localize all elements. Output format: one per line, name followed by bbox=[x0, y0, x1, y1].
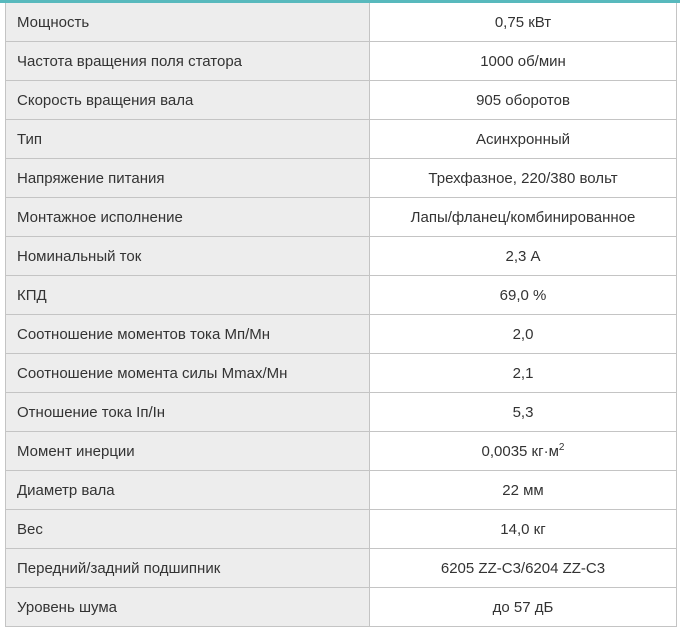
spec-value: Лапы/фланец/комбинированное bbox=[370, 198, 677, 237]
spec-value: 2,3 А bbox=[370, 237, 677, 276]
table-row bbox=[6, 198, 677, 237]
spec-value: 6205 ZZ-C3/6204 ZZ-C3 bbox=[370, 549, 677, 588]
spec-value-exponent: 2 bbox=[558, 441, 565, 453]
table-row bbox=[6, 276, 677, 315]
spec-label: Мощность bbox=[6, 3, 370, 42]
spec-label: Вес bbox=[6, 510, 370, 549]
spec-value: 1000 об/мин bbox=[370, 42, 677, 81]
spec-label: Диаметр вала bbox=[6, 471, 370, 510]
table-row bbox=[6, 159, 677, 198]
spec-label: Номинальный ток bbox=[6, 237, 370, 276]
spec-value: до 57 дБ bbox=[370, 588, 677, 627]
table-row bbox=[6, 393, 677, 432]
specifications-table bbox=[5, 3, 677, 627]
table-row bbox=[6, 315, 677, 354]
spec-label: Монтажное исполнение bbox=[6, 198, 370, 237]
table-row bbox=[6, 354, 677, 393]
spec-value: Асинхронный bbox=[370, 120, 677, 159]
spec-value: 0,0035 кг·м bbox=[481, 442, 559, 460]
table-row bbox=[6, 42, 677, 81]
spec-label: Соотношение моментов тока Мп/Мн bbox=[6, 315, 370, 354]
spec-value: Трехфазное, 220/380 вольт bbox=[370, 159, 677, 198]
spec-label: Передний/задний подшипник bbox=[6, 549, 370, 588]
table-row bbox=[6, 549, 677, 588]
spec-label: КПД bbox=[6, 276, 370, 315]
spec-value: 69,0 % bbox=[370, 276, 677, 315]
table-row bbox=[6, 3, 677, 42]
table-row bbox=[6, 510, 677, 549]
table-row bbox=[6, 471, 677, 510]
table-row bbox=[6, 237, 677, 276]
spec-value: 2,1 bbox=[370, 354, 677, 393]
spec-label: Скорость вращения вала bbox=[6, 81, 370, 120]
specifications-table-body bbox=[6, 3, 677, 627]
spec-label: Момент инерции bbox=[6, 432, 370, 471]
spec-label: Частота вращения поля статора bbox=[6, 42, 370, 81]
table-row bbox=[6, 588, 677, 627]
table-row bbox=[6, 120, 677, 159]
spec-value: 14,0 кг bbox=[370, 510, 677, 549]
spec-label: Уровень шума bbox=[6, 588, 370, 627]
spec-label: Напряжение питания bbox=[6, 159, 370, 198]
spec-value: 5,3 bbox=[370, 393, 677, 432]
spec-label: Тип bbox=[6, 120, 370, 159]
table-row bbox=[6, 81, 677, 120]
spec-value-cell bbox=[370, 432, 677, 471]
spec-value: 905 оборотов bbox=[370, 81, 677, 120]
spec-label: Отношение тока Iп/Iн bbox=[6, 393, 370, 432]
spec-label: Соотношение момента силы Mmax/Mн bbox=[6, 354, 370, 393]
spec-value: 0,75 кВт bbox=[370, 3, 677, 42]
spec-value: 22 мм bbox=[370, 471, 677, 510]
table-row bbox=[6, 432, 677, 471]
spec-value: 2,0 bbox=[370, 315, 677, 354]
